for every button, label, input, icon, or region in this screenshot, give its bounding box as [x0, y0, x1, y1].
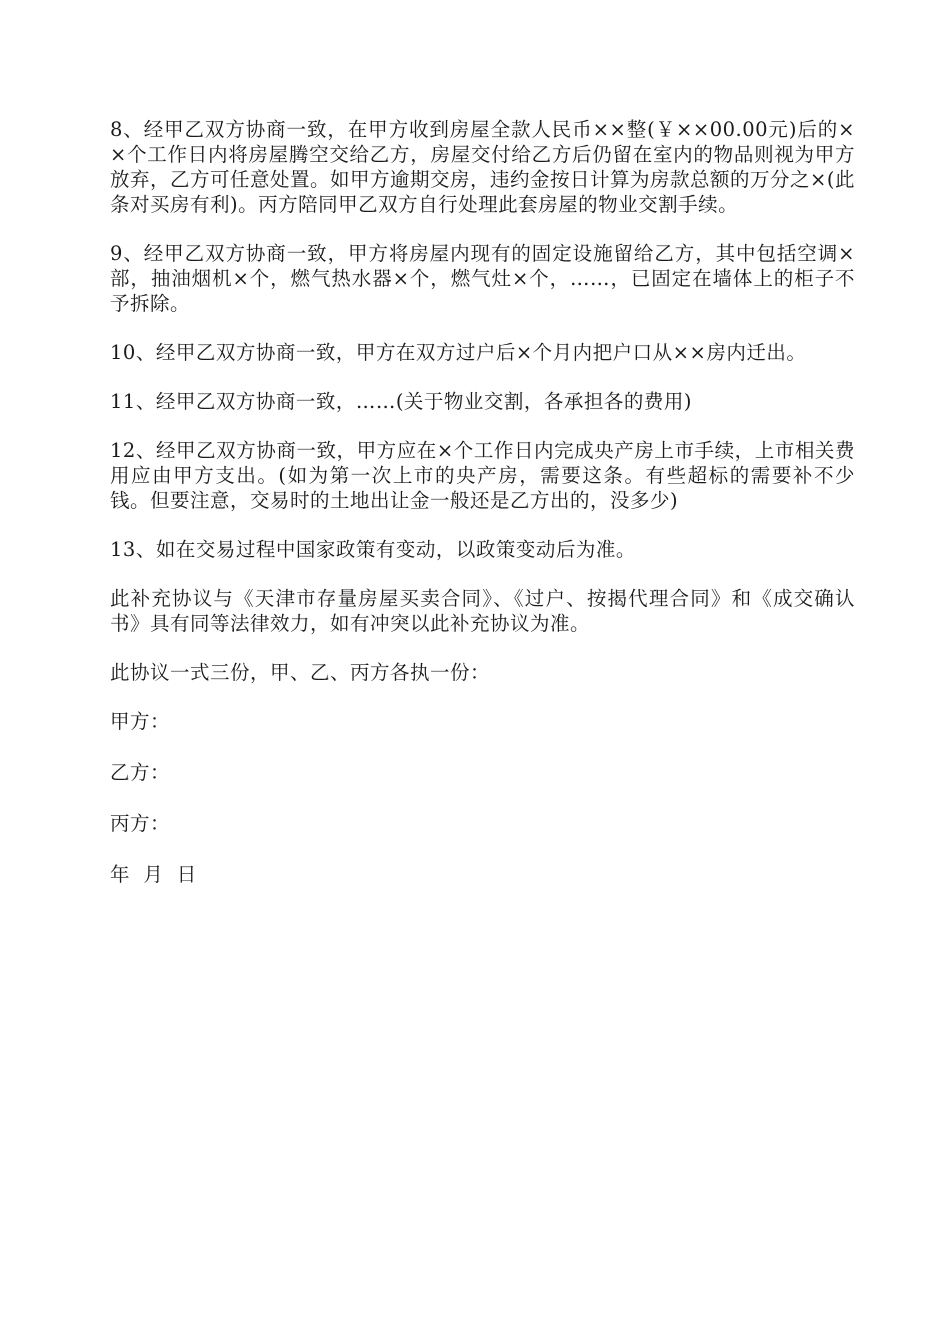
clause-12: 12、经甲乙双方协商一致，甲方应在×个工作日内完成央产房上市手续，上市相关费用应由甲方支出。(如为第一次上市的央产房，需要这条。有些超标的需要补不少钱。但要注意，交易时的土地出让金一般还是乙方出的，没多少)	[110, 439, 855, 512]
document-body	[110, 117, 855, 913]
party-b-signature: 乙方：	[110, 761, 171, 784]
clause-8: 8、经甲乙双方协商一致，在甲方收到房屋全款人民币××整(￥××00.00元)后的××个工作日内将房屋腾空交给乙方，房屋交付给乙方后仍留在室内的物品则视为甲方放弃，乙方可任意处置。如甲方逾期交房，违约金按日计算为房款总额的万分之×(此条对买房有利)。丙方陪同甲乙双方自行处理此套房屋的物业交割手续。	[110, 118, 855, 216]
clause-11: 11、经甲乙双方协商一致，……(关于物业交割，各承担各的费用)	[110, 390, 693, 413]
party-c-signature: 丙方：	[110, 812, 171, 835]
clause-10: 10、经甲乙双方协商一致，甲方在双方过户后×个月内把户口从××房内迁出。	[110, 341, 807, 364]
legal-effect-statement: 此补充协议与《天津市存量房屋买卖合同》、《过户、按揭代理合同》和《成交确认书》具有同等法律效力，如有冲突以此补充协议为准。	[110, 587, 855, 635]
party-a-signature: 甲方：	[110, 710, 171, 733]
clause-9: 9、经甲乙双方协商一致，甲方将房屋内现有的固定设施留给乙方，其中包括空调×部，抽油烟机×个，燃气热水器×个，燃气灶×个，……，已固定在墙体上的柜子不予拆除。	[110, 242, 855, 315]
copies-statement: 此协议一式三份，甲、乙、丙方各执一份：	[110, 661, 491, 684]
clause-13: 13、如在交易过程中国家政策有变动，以政策变动后为准。	[110, 538, 636, 561]
signing-date: 年 月 日	[110, 863, 197, 886]
